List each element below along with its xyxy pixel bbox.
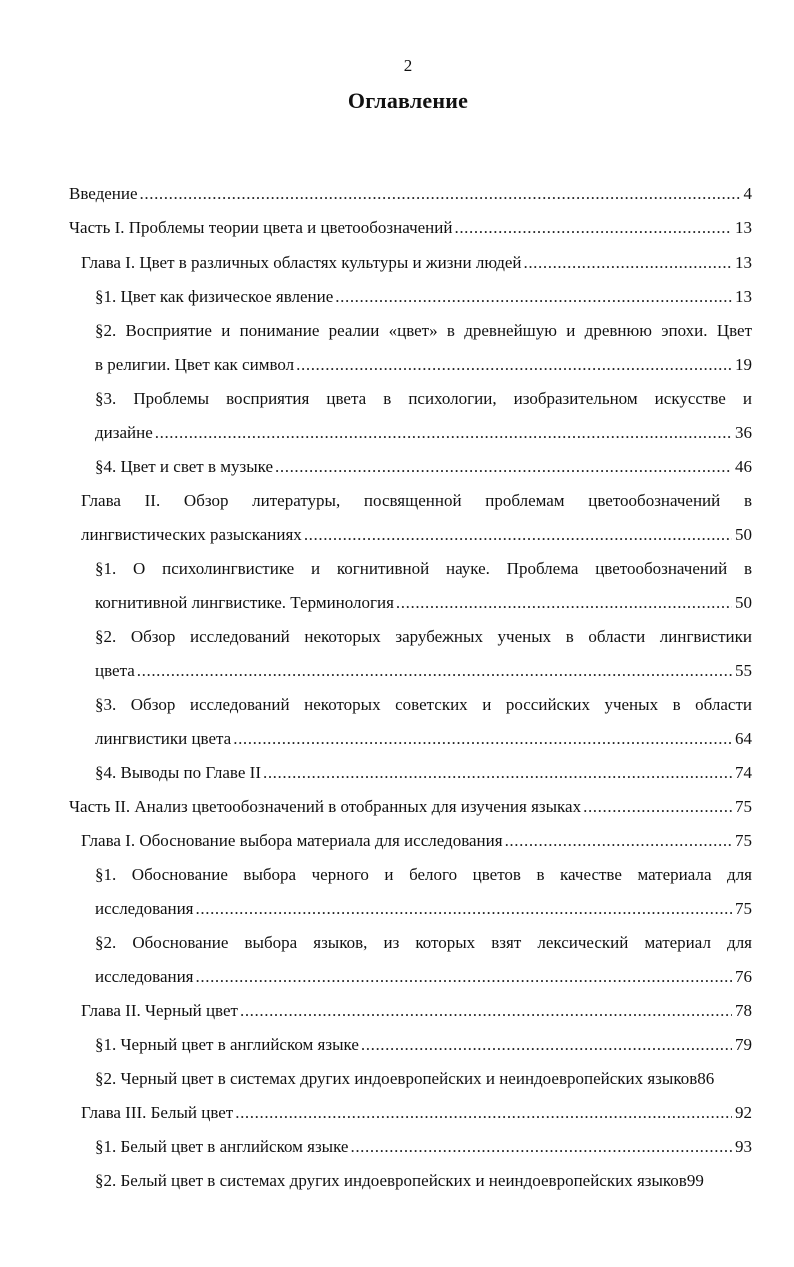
- toc-leader-dots: [350, 1134, 732, 1160]
- toc-leader-dots: [240, 998, 732, 1024]
- toc-entry-page: 74: [735, 763, 752, 782]
- toc-entry-page: 46: [735, 457, 752, 476]
- toc-entry: [95, 760, 752, 786]
- toc-leader-dots: [335, 284, 732, 310]
- toc-leader-dots: [505, 828, 732, 854]
- toc-entry: [69, 181, 752, 207]
- toc-leader-dots: [304, 522, 732, 548]
- toc-entry: [95, 726, 752, 752]
- toc-entry: [95, 964, 752, 990]
- toc-entry-page: 13: [735, 218, 752, 237]
- page-number: 2: [403, 56, 413, 75]
- toc-entry-page: 92: [735, 1103, 752, 1122]
- toc-entry-first-line: §2. Обзор исследований некоторых зарубежных ученых в области лингвистики: [95, 627, 752, 646]
- toc-entry-page: 13: [735, 253, 752, 272]
- toc-entry-page: 75: [735, 797, 752, 816]
- toc-title: Оглавление: [347, 88, 469, 113]
- toc-leader-dots: [523, 250, 732, 276]
- toc-leader-dots: [396, 590, 732, 616]
- toc-entry-page: 99: [686, 1171, 704, 1190]
- toc-entry: [81, 998, 752, 1024]
- toc-entry: [95, 896, 752, 922]
- toc-entry-label: Часть II. Анализ цветообозначений в отобранных для изучения языках: [69, 797, 582, 816]
- toc-entry: [81, 828, 752, 854]
- toc-entry-label: Глава II. Черный цвет: [81, 1001, 238, 1020]
- toc-entry-label: исследования: [95, 967, 194, 986]
- toc-leader-dots: [196, 964, 732, 990]
- toc-entry-label: §2. Белый цвет в системах других индоевропейских и неиндоевропейских языков: [95, 1171, 687, 1190]
- toc-entry: [69, 215, 752, 241]
- toc-entry-label: в религии. Цвет как символ: [95, 355, 295, 374]
- toc-entry-label: §1. Белый цвет в английском языке: [95, 1137, 349, 1156]
- toc-entry-label: §4. Цвет и свет в музыке: [95, 457, 274, 476]
- toc-entry-label: Глава III. Белый цвет: [81, 1103, 234, 1122]
- toc-entry: [95, 1168, 752, 1194]
- toc-entry-first-line: Глава II. Обзор литературы, посвященной проблемам цветообозначений в: [81, 491, 752, 510]
- toc-leader-dots: [583, 794, 732, 820]
- toc-entry-page: 86: [697, 1069, 715, 1088]
- toc-entry-page: 75: [735, 899, 752, 918]
- toc-entry-first-line: §2. Восприятие и понимание реалии «цвет» в древнейшую и древнюю эпохи. Цвет: [95, 321, 752, 340]
- toc-entry-first-line: §3. Проблемы восприятия цвета в психологии, изобразительном искусстве и: [95, 389, 752, 408]
- toc-leader-dots: [235, 1100, 732, 1126]
- toc-entry-label: Введение: [69, 184, 138, 203]
- toc-entry: [95, 352, 752, 378]
- toc-entry: [95, 1134, 752, 1160]
- toc-entry: [81, 1100, 752, 1126]
- toc-leader-dots: [361, 1032, 732, 1058]
- toc-leader-dots: [454, 215, 732, 241]
- toc-entry-page: 55: [735, 661, 752, 680]
- toc-entry-page: 4: [743, 184, 752, 203]
- toc-entry: [95, 1032, 752, 1058]
- toc-leader-dots: [137, 658, 732, 684]
- toc-entry-page: 50: [735, 593, 752, 612]
- toc-entry: [81, 522, 752, 548]
- toc-entry-first-line: §3. Обзор исследований некоторых советских и российских ученых в области: [95, 695, 752, 714]
- toc-entry: [95, 658, 752, 684]
- toc-entry-label: Глава I. Цвет в различных областях культуры и жизни людей: [81, 253, 522, 272]
- toc-entry-label: дизайне: [95, 423, 153, 442]
- toc-entry-label: лингвистики цвета: [95, 729, 232, 748]
- toc-entry-label: §1. Черный цвет в английском языке: [95, 1035, 359, 1054]
- toc-leader-dots: [275, 454, 732, 480]
- toc-leader-dots: [196, 896, 732, 922]
- toc-entry-label: лингвистических разысканиях: [81, 525, 302, 544]
- toc-entry-label: §1. Цвет как физическое явление: [95, 287, 334, 306]
- toc-entry-page: 64: [735, 729, 752, 748]
- toc-entry: [95, 590, 752, 616]
- toc-leader-dots: [296, 352, 732, 378]
- toc-leader-dots: [263, 760, 732, 786]
- toc-entry: [95, 284, 752, 310]
- toc-entry-label: §4. Выводы по Главе II: [95, 763, 261, 782]
- toc-entry-page: 50: [735, 525, 752, 544]
- toc-entry: [95, 1066, 764, 1092]
- toc-entry-label: исследования: [95, 899, 194, 918]
- toc-leader-dots: [155, 420, 732, 446]
- toc-entry-page: 76: [735, 967, 752, 986]
- toc-entry: [95, 454, 752, 480]
- toc-entry-page: 78: [735, 1001, 752, 1020]
- toc-entry-page: 93: [735, 1137, 752, 1156]
- toc-entry-page: 19: [735, 355, 752, 374]
- toc-entry-page: 13: [735, 287, 752, 306]
- toc-entry-page: 75: [735, 831, 752, 850]
- toc-entry: [69, 794, 752, 820]
- toc-entry-label: Глава I. Обоснование выбора материала для исследования: [81, 831, 503, 850]
- toc-entry-label: когнитивной лингвистике. Терминология: [95, 593, 394, 612]
- toc-entry-first-line: §1. О психолингвистике и когнитивной науке. Проблема цветообозначений в: [95, 559, 752, 578]
- toc-entry-label: цвета: [95, 661, 135, 680]
- toc-entry-page: 79: [735, 1035, 752, 1054]
- toc-entry: [81, 250, 752, 276]
- toc-entry-label: §2. Черный цвет в системах других индоевропейских и неиндоевропейских языков: [95, 1069, 698, 1088]
- toc-entry-first-line: §2. Обоснование выбора языков, из которых взят лексический материал для: [95, 933, 752, 952]
- toc-entry-page: 36: [735, 423, 752, 442]
- toc-leader-dots: [233, 726, 732, 752]
- toc-leader-dots: [140, 181, 741, 207]
- toc-entry-label: Часть I. Проблемы теории цвета и цветообозначений: [69, 218, 453, 237]
- toc-entry: [95, 420, 752, 446]
- toc-entry-first-line: §1. Обоснование выбора черного и белого цветов в качестве материала для: [95, 865, 752, 884]
